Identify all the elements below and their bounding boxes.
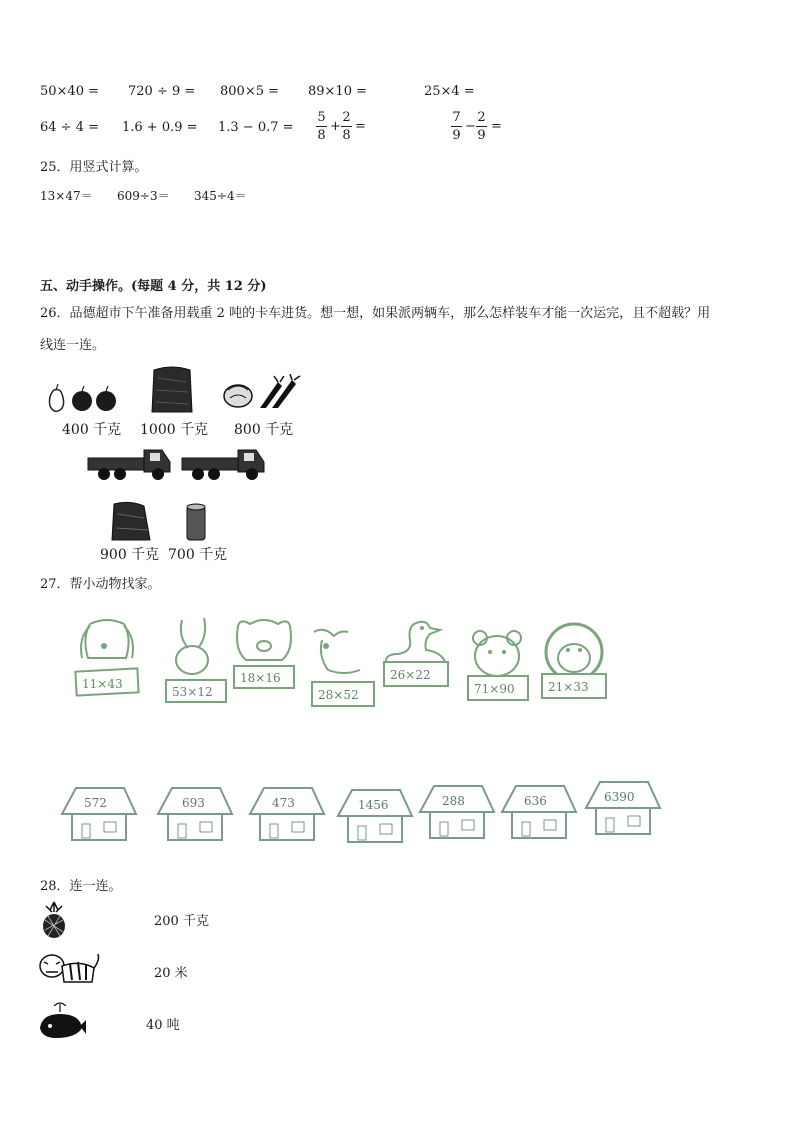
- q28-title: 28．连一连。: [40, 879, 122, 894]
- house-1456: [334, 786, 414, 844]
- fruit-icon: [44, 380, 124, 414]
- monkey-icon: [538, 622, 610, 702]
- house-number: 473: [272, 796, 295, 810]
- house-number: 1456: [358, 798, 389, 812]
- goods-weight-400: 400 千克: [62, 422, 122, 438]
- fraction-2-9: 2 9: [477, 110, 486, 143]
- calc-50x40: 50×40 =: [40, 84, 100, 99]
- house-473: [246, 784, 326, 842]
- sign-text-rabbit: 53×12: [172, 685, 213, 699]
- q26-line2: 线连一连。: [40, 338, 106, 353]
- fraction-2-8: 2 8: [342, 110, 351, 143]
- goat-icon: [304, 626, 376, 710]
- calc-720div9: 720 ÷ 9 =: [128, 84, 196, 99]
- section-5-title: 五、动手操作。(每题 4 分，共 12 分): [40, 279, 267, 294]
- q27-title: 27．帮小动物找家。: [40, 577, 161, 592]
- sign-text-bear: 71×90: [474, 682, 515, 696]
- fraction-5-8: 5 8: [317, 110, 326, 143]
- q28-item-200kg: 200 千克: [154, 914, 209, 929]
- sign-text-pig: 18×16: [240, 671, 281, 685]
- q28-item-20m: 20 米: [154, 966, 188, 981]
- fraction-op-minus: −: [465, 119, 476, 134]
- truck-icon-1: [86, 444, 174, 484]
- calc-89x10: 89×10 =: [308, 84, 368, 99]
- house-number: 693: [182, 796, 205, 810]
- q26-line1: 26．品德超市下午准备用载重 2 吨的卡车进货。想一想，如果派两辆车，那么怎样装车才能一次运完，且不超载？用: [40, 306, 711, 321]
- calc-800x5: 800×5 =: [220, 84, 280, 99]
- goods-weight-800: 800 千克: [234, 422, 294, 438]
- goods-weight-700: 700 千克: [168, 547, 228, 563]
- house-number: 572: [84, 796, 107, 810]
- q25-item-1: 13×47＝: [40, 189, 93, 203]
- house-6390: [582, 778, 662, 836]
- fraction-7-9: 7 9: [452, 110, 461, 143]
- calc-1.3minus0.7: 1.3 − 0.7 =: [218, 120, 294, 135]
- rabbit-icon: [162, 616, 230, 704]
- rice-sack-icon: [108, 500, 154, 542]
- calc-25x4: 25×4 =: [424, 84, 475, 99]
- house-636: [498, 782, 578, 840]
- tiger-icon: [36, 948, 102, 988]
- house-number: 636: [524, 794, 547, 808]
- sign-text-dog: 11×43: [82, 677, 123, 691]
- dog-icon: [72, 618, 142, 698]
- sign-text-monkey: 21×33: [548, 680, 589, 694]
- fraction-eq-1: =: [355, 119, 366, 134]
- barrel-icon: [184, 502, 208, 542]
- goods-weight-1000: 1000 千克: [140, 422, 209, 438]
- calc-1.6plus0.9: 1.6 + 0.9 =: [122, 120, 198, 135]
- q25-title: 25．用竖式计算。: [40, 160, 148, 175]
- truck-icon-2: [180, 444, 268, 484]
- duck-icon: [380, 618, 452, 694]
- sign-text-duck: 26×22: [390, 668, 431, 682]
- fraction-eq-2: =: [491, 119, 502, 134]
- sign-text-goat: 28×52: [318, 688, 359, 702]
- q25-item-2: 609÷3＝: [117, 189, 170, 203]
- pig-icon: [230, 616, 298, 692]
- q28-item-40t: 40 吨: [146, 1018, 180, 1033]
- house-288: [416, 782, 496, 840]
- house-number: 6390: [604, 790, 635, 804]
- bear-icon: [464, 628, 532, 704]
- house-number: 288: [442, 794, 465, 808]
- goods-weight-900: 900 千克: [100, 547, 160, 563]
- vegetables-icon: [220, 374, 302, 410]
- whale-icon: [36, 1000, 88, 1042]
- fraction-op-plus: +: [330, 119, 341, 134]
- house-572: [58, 784, 138, 842]
- calc-64div4: 64 ÷ 4 =: [40, 120, 99, 135]
- sack-icon: [148, 364, 196, 414]
- q25-item-3: 345÷4＝: [194, 189, 247, 203]
- house-693: [154, 784, 234, 842]
- pineapple-icon: [38, 900, 70, 940]
